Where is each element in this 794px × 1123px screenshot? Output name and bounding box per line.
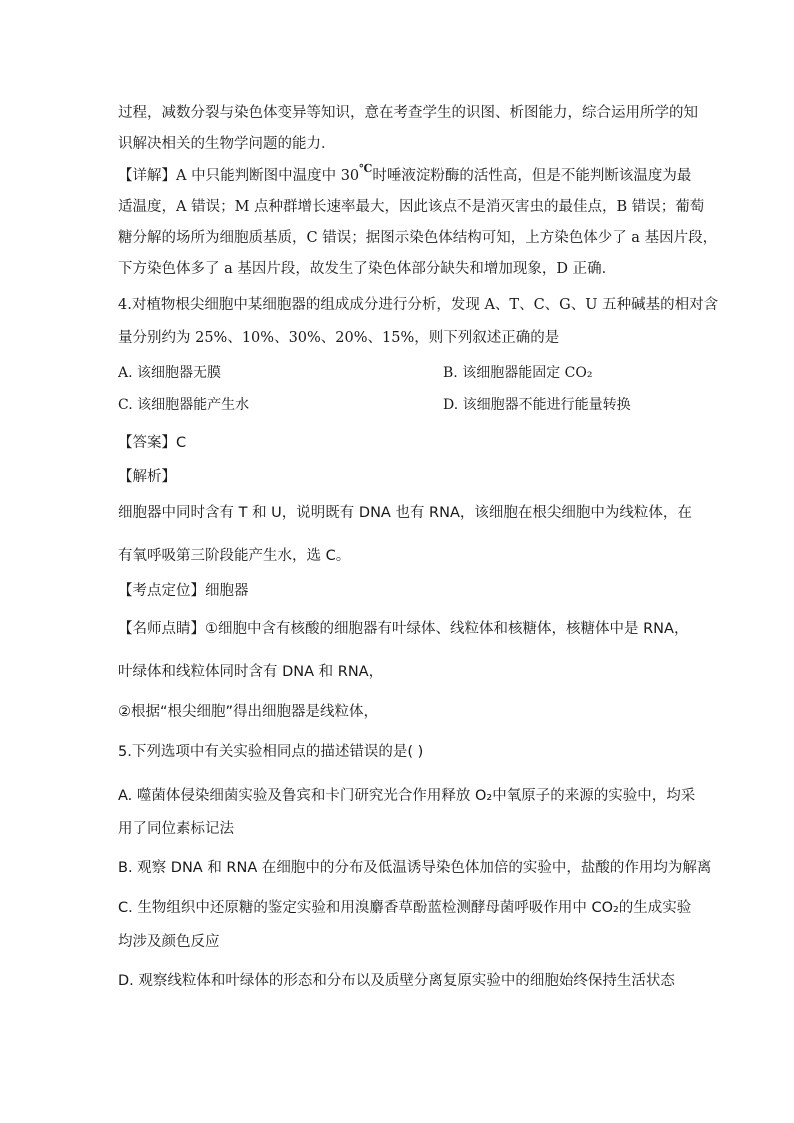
q5-option-c-line-1: C. 生物组织中还原糖的鉴定实验和用溴麝香草酚蓝检测酵母菌呼吸作用中 CO₂的生成实验: [118, 900, 692, 916]
q4-analysis-line-2: 有氧呼吸第三阶段能产生水，选 C。: [118, 548, 351, 564]
q5-option-a-line-1: A. 噬菌体侵染细菌实验及鲁宾和卡门研究光合作用释放 O₂中氧原子的来源的实验中，均采: [118, 788, 696, 804]
detail-line-2: 适温度，A 错误；M 点种群增长速率最大，因此该点不是消灭害虫的最佳点，B 错误；葡萄: [118, 199, 705, 215]
intro-line-2: 识解决相关的生物学问题的能力．: [118, 136, 336, 152]
q4-option-d: D. 该细胞器不能进行能量转换: [443, 397, 631, 413]
q4-option-b: B. 该细胞器能固定 CO₂: [443, 365, 593, 381]
temperature-unit: ℃: [359, 162, 373, 175]
q4-mingshi-line-2: 叶绿体和线粒体同时含有 DNA 和 RNA，: [118, 664, 384, 680]
detail-line-1-post: 时唾液淀粉酶的活性高，但是不能判断该温度为最: [372, 168, 692, 184]
q4-option-c: C. 该细胞器能产生水: [118, 397, 250, 413]
q5-option-d: D. 观察线粒体和叶绿体的形态和分布以及质壁分离复原实验中的细胞始终保持生活状态: [118, 973, 675, 989]
q4-analysis-line-1: 细胞器中同时含有 T 和 U，说明既有 DNA 也有 RNA，该细胞在根尖细胞中为线粒体，在: [118, 505, 692, 521]
q4-option-a: A. 该细胞器无膜: [118, 365, 222, 381]
q5-option-b: B. 观察 DNA 和 RNA 在细胞中的分布及低温诱导染色体加倍的实验中，盐酸的作用均为解离: [118, 860, 712, 876]
detail-line-1: [118, 162, 692, 187]
q5-stem: 5.下列选项中有关实验相同点的描述错误的是( ): [118, 744, 424, 760]
q4-stem-line-1: 4.对植物根尖细胞中某细胞器的组成成分进行分析，发现 A、T、C、G、U 五种碱基的相对含: [118, 297, 719, 313]
q4-analysis-title: 【解析】: [118, 469, 176, 485]
detail-line-1-pre: 【详解】A 中只能判断图中温度中 30: [118, 168, 360, 184]
detail-line-3: 糖分解的场所为细胞质基质，C 错误；据图示染色体结构可知，上方染色体少了 a 基因片段，: [118, 230, 718, 246]
q4-kaodian: 【考点定位】细胞器: [118, 583, 249, 599]
detail-line-4: 下方染色体多了 a 基因片段，故发生了染色体部分缺失和增加现象，D 正确．: [118, 261, 617, 277]
q4-mingshi-line-3: ②根据“根尖细胞”得出细胞器是线粒体，: [118, 704, 379, 720]
intro-line-1: 过程，减数分裂与染色体变异等知识，意在考查学生的识图、析图能力，综合运用所学的知: [118, 105, 698, 121]
q4-answer: 【答案】C: [118, 435, 187, 451]
q5-option-c-line-2: 均涉及颜色反应: [118, 934, 220, 950]
q4-mingshi-line-1: 【名师点睛】①细胞中含有核酸的细胞器有叶绿体、线粒体和核糖体，核糖体中是 RNA，: [118, 621, 689, 637]
q4-stem-line-2: 量分别约为 25%、10%、30%、20%、15%，则下列叙述正确的是: [118, 330, 560, 346]
q5-option-a-line-2: 用了同位素标记法: [118, 821, 234, 837]
